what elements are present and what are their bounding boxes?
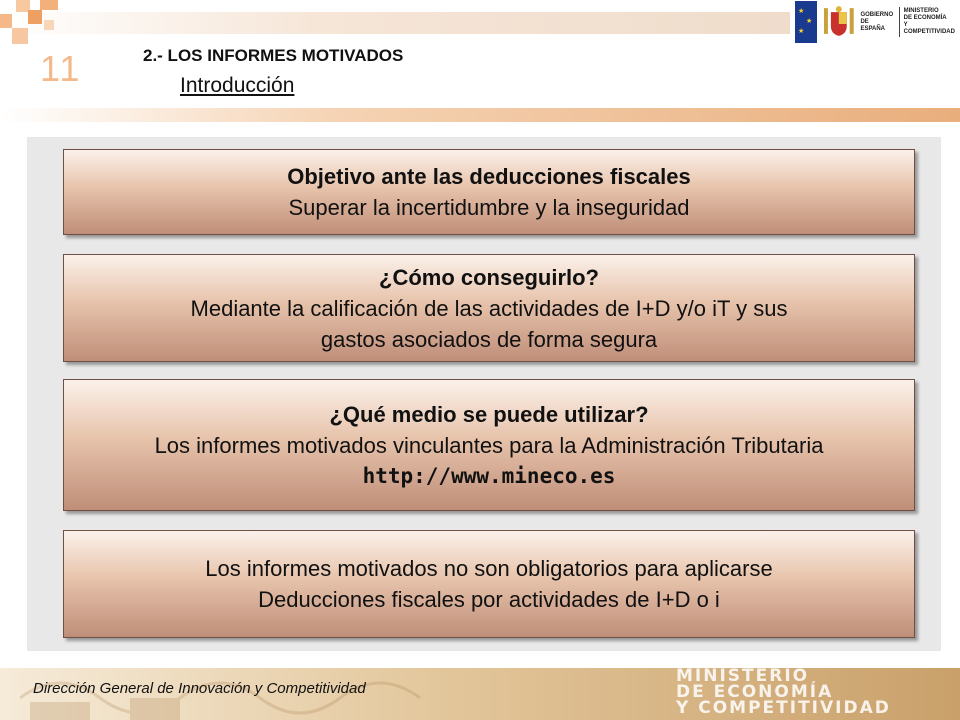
coat-of-arms-icon bbox=[821, 4, 857, 40]
means-box bbox=[63, 379, 915, 511]
box-line: Deducciones fiscales por actividades de I+D o i bbox=[258, 587, 720, 612]
government-logo bbox=[795, 0, 960, 44]
box-line: Superar la incertidumbre y la inseguridad bbox=[288, 195, 690, 220]
eu-flag-icon: ★ ★ ★ bbox=[795, 1, 817, 43]
box-line: Mediante la calificación de las actividades de I+D y/o iT y sus bbox=[190, 295, 788, 321]
footer-ministry-wordmark: MINISTERIO DE ECONOMÍA Y COMPETITIVIDAD bbox=[676, 666, 891, 718]
note-box bbox=[63, 530, 915, 638]
box-heading: Objetivo ante las deducciones fiscales bbox=[287, 164, 691, 189]
box-line: gastos asociados de forma segura bbox=[320, 326, 658, 352]
section-subtitle: Introducción bbox=[180, 74, 295, 97]
logo-separator bbox=[899, 7, 900, 37]
mineco-link[interactable]: http://www.mineco.es bbox=[362, 463, 616, 488]
box-heading: ¿Qué medio se puede utilizar? bbox=[329, 401, 649, 427]
footer-text: Dirección General de Innovación y Competitividad bbox=[33, 680, 366, 697]
header-gradient-bar bbox=[0, 12, 790, 34]
header-rule bbox=[0, 108, 960, 122]
logo-ministerio-text: MINISTERIO DE ECONOMÍA Y COMPETITIVIDAD bbox=[903, 8, 955, 35]
logo-gobierno-text: GOBIERNO DE ESPAÑA bbox=[860, 11, 894, 32]
box-line: Los informes motivados no son obligatorios para aplicarse bbox=[205, 556, 773, 581]
section-title: 2.- LOS INFORMES MOTIVADOS bbox=[143, 46, 404, 65]
objective-box bbox=[63, 149, 915, 235]
box-line: Los informes motivados vinculantes para la Administración Tributaria bbox=[154, 432, 824, 458]
how-box bbox=[63, 254, 915, 362]
slide-number: 11 bbox=[40, 48, 82, 89]
box-heading: ¿Cómo conseguirlo? bbox=[379, 264, 599, 290]
